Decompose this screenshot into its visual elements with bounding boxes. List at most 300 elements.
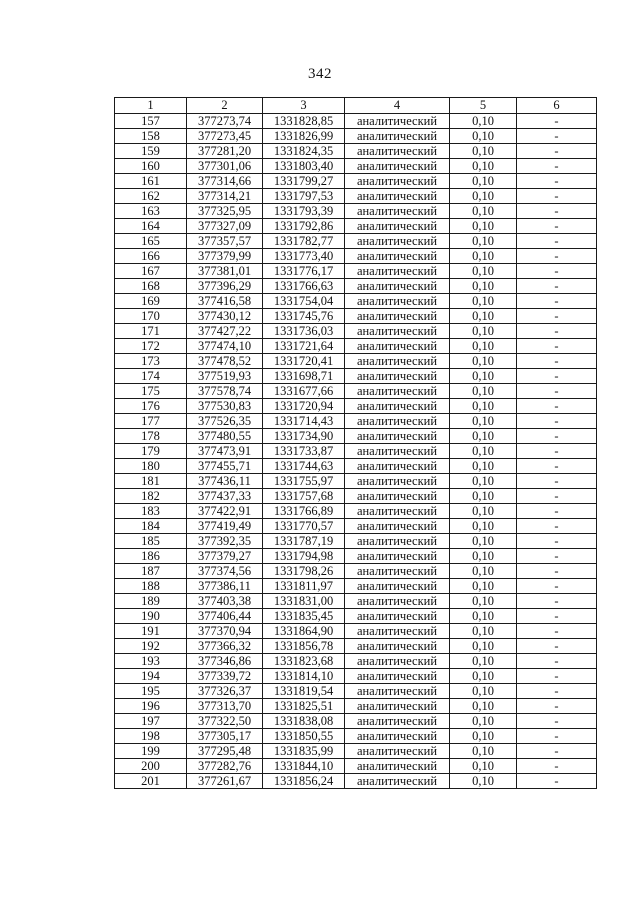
accuracy-cell: 0,10 [450, 339, 517, 354]
point-number-cell: 201 [115, 774, 187, 789]
x-coordinate-cell: 377305,17 [187, 729, 263, 744]
coordinates-table [114, 97, 597, 789]
table-row [115, 204, 597, 219]
point-number-cell: 159 [115, 144, 187, 159]
x-coordinate-cell: 377281,20 [187, 144, 263, 159]
x-coordinate-cell: 377478,52 [187, 354, 263, 369]
note-cell: - [517, 279, 597, 294]
method-cell: аналитический [345, 279, 450, 294]
x-coordinate-cell: 377346,86 [187, 654, 263, 669]
point-number-cell: 187 [115, 564, 187, 579]
method-cell: аналитический [345, 504, 450, 519]
x-coordinate-cell: 377322,50 [187, 714, 263, 729]
method-cell: аналитический [345, 729, 450, 744]
table-row [115, 444, 597, 459]
y-coordinate-cell: 1331698,71 [263, 369, 345, 384]
method-cell: аналитический [345, 669, 450, 684]
note-cell: - [517, 249, 597, 264]
note-cell: - [517, 159, 597, 174]
x-coordinate-cell: 377273,74 [187, 114, 263, 129]
note-cell: - [517, 624, 597, 639]
y-coordinate-cell: 1331828,85 [263, 114, 345, 129]
point-number-cell: 196 [115, 699, 187, 714]
y-coordinate-cell: 1331819,54 [263, 684, 345, 699]
y-coordinate-cell: 1331720,41 [263, 354, 345, 369]
table-row [115, 354, 597, 369]
y-coordinate-cell: 1331856,24 [263, 774, 345, 789]
table-row [115, 534, 597, 549]
note-cell: - [517, 219, 597, 234]
accuracy-cell: 0,10 [450, 114, 517, 129]
accuracy-cell: 0,10 [450, 564, 517, 579]
x-coordinate-cell: 377273,45 [187, 129, 263, 144]
x-coordinate-cell: 377261,67 [187, 774, 263, 789]
table-row [115, 339, 597, 354]
point-number-cell: 158 [115, 129, 187, 144]
y-coordinate-cell: 1331835,99 [263, 744, 345, 759]
point-number-cell: 193 [115, 654, 187, 669]
method-cell: аналитический [345, 144, 450, 159]
table-row [115, 324, 597, 339]
method-cell: аналитический [345, 234, 450, 249]
accuracy-cell: 0,10 [450, 489, 517, 504]
method-cell: аналитический [345, 714, 450, 729]
accuracy-cell: 0,10 [450, 654, 517, 669]
method-cell: аналитический [345, 609, 450, 624]
accuracy-cell: 0,10 [450, 159, 517, 174]
note-cell: - [517, 114, 597, 129]
accuracy-cell: 0,10 [450, 624, 517, 639]
y-coordinate-cell: 1331736,03 [263, 324, 345, 339]
y-coordinate-cell: 1331798,26 [263, 564, 345, 579]
method-cell: аналитический [345, 744, 450, 759]
accuracy-cell: 0,10 [450, 774, 517, 789]
accuracy-cell: 0,10 [450, 174, 517, 189]
table-row [115, 384, 597, 399]
table-row [115, 669, 597, 684]
table-row [115, 624, 597, 639]
y-coordinate-cell: 1331677,66 [263, 384, 345, 399]
x-coordinate-cell: 377301,06 [187, 159, 263, 174]
accuracy-cell: 0,10 [450, 729, 517, 744]
point-number-cell: 181 [115, 474, 187, 489]
method-cell: аналитический [345, 114, 450, 129]
table-row [115, 144, 597, 159]
method-cell: аналитический [345, 429, 450, 444]
y-coordinate-cell: 1331734,90 [263, 429, 345, 444]
accuracy-cell: 0,10 [450, 534, 517, 549]
method-cell: аналитический [345, 219, 450, 234]
note-cell: - [517, 264, 597, 279]
point-number-cell: 169 [115, 294, 187, 309]
header-cell: 4 [345, 98, 450, 114]
method-cell: аналитический [345, 594, 450, 609]
y-coordinate-cell: 1331745,76 [263, 309, 345, 324]
point-number-cell: 191 [115, 624, 187, 639]
table-row [115, 489, 597, 504]
y-coordinate-cell: 1331792,86 [263, 219, 345, 234]
y-coordinate-cell: 1331733,87 [263, 444, 345, 459]
method-cell: аналитический [345, 324, 450, 339]
note-cell: - [517, 759, 597, 774]
y-coordinate-cell: 1331773,40 [263, 249, 345, 264]
y-coordinate-cell: 1331720,94 [263, 399, 345, 414]
method-cell: аналитический [345, 579, 450, 594]
table-row [115, 429, 597, 444]
method-cell: аналитический [345, 129, 450, 144]
method-cell: аналитический [345, 474, 450, 489]
x-coordinate-cell: 377416,58 [187, 294, 263, 309]
x-coordinate-cell: 377578,74 [187, 384, 263, 399]
point-number-cell: 176 [115, 399, 187, 414]
accuracy-cell: 0,10 [450, 279, 517, 294]
y-coordinate-cell: 1331744,63 [263, 459, 345, 474]
accuracy-cell: 0,10 [450, 594, 517, 609]
method-cell: аналитический [345, 699, 450, 714]
note-cell: - [517, 369, 597, 384]
point-number-cell: 184 [115, 519, 187, 534]
header-cell: 2 [187, 98, 263, 114]
note-cell: - [517, 504, 597, 519]
y-coordinate-cell: 1331776,17 [263, 264, 345, 279]
accuracy-cell: 0,10 [450, 384, 517, 399]
table-row [115, 699, 597, 714]
note-cell: - [517, 579, 597, 594]
y-coordinate-cell: 1331782,77 [263, 234, 345, 249]
method-cell: аналитический [345, 309, 450, 324]
note-cell: - [517, 189, 597, 204]
note-cell: - [517, 489, 597, 504]
table-row [115, 639, 597, 654]
method-cell: аналитический [345, 354, 450, 369]
header-cell: 6 [517, 98, 597, 114]
y-coordinate-cell: 1331793,39 [263, 204, 345, 219]
note-cell: - [517, 519, 597, 534]
point-number-cell: 178 [115, 429, 187, 444]
x-coordinate-cell: 377374,56 [187, 564, 263, 579]
table-row [115, 234, 597, 249]
x-coordinate-cell: 377473,91 [187, 444, 263, 459]
method-cell: аналитический [345, 624, 450, 639]
accuracy-cell: 0,10 [450, 759, 517, 774]
x-coordinate-cell: 377437,33 [187, 489, 263, 504]
table-row [115, 474, 597, 489]
point-number-cell: 185 [115, 534, 187, 549]
x-coordinate-cell: 377430,12 [187, 309, 263, 324]
accuracy-cell: 0,10 [450, 204, 517, 219]
table-row [115, 369, 597, 384]
method-cell: аналитический [345, 549, 450, 564]
method-cell: аналитический [345, 444, 450, 459]
table-row [115, 414, 597, 429]
accuracy-cell: 0,10 [450, 519, 517, 534]
table-row [115, 294, 597, 309]
x-coordinate-cell: 377403,38 [187, 594, 263, 609]
x-coordinate-cell: 377314,21 [187, 189, 263, 204]
point-number-cell: 198 [115, 729, 187, 744]
table-row [115, 279, 597, 294]
note-cell: - [517, 174, 597, 189]
accuracy-cell: 0,10 [450, 669, 517, 684]
table-row [115, 459, 597, 474]
table-body [115, 98, 597, 789]
point-number-cell: 180 [115, 459, 187, 474]
x-coordinate-cell: 377396,29 [187, 279, 263, 294]
note-cell: - [517, 744, 597, 759]
point-number-cell: 175 [115, 384, 187, 399]
table-row [115, 609, 597, 624]
accuracy-cell: 0,10 [450, 699, 517, 714]
note-cell: - [517, 714, 597, 729]
accuracy-cell: 0,10 [450, 504, 517, 519]
y-coordinate-cell: 1331766,63 [263, 279, 345, 294]
accuracy-cell: 0,10 [450, 639, 517, 654]
y-coordinate-cell: 1331721,64 [263, 339, 345, 354]
y-coordinate-cell: 1331757,68 [263, 489, 345, 504]
x-coordinate-cell: 377480,55 [187, 429, 263, 444]
note-cell: - [517, 474, 597, 489]
y-coordinate-cell: 1331755,97 [263, 474, 345, 489]
note-cell: - [517, 384, 597, 399]
x-coordinate-cell: 377357,57 [187, 234, 263, 249]
note-cell: - [517, 594, 597, 609]
note-cell: - [517, 639, 597, 654]
point-number-cell: 160 [115, 159, 187, 174]
accuracy-cell: 0,10 [450, 264, 517, 279]
point-number-cell: 197 [115, 714, 187, 729]
table-row [115, 729, 597, 744]
point-number-cell: 190 [115, 609, 187, 624]
point-number-cell: 200 [115, 759, 187, 774]
accuracy-cell: 0,10 [450, 369, 517, 384]
note-cell: - [517, 414, 597, 429]
point-number-cell: 173 [115, 354, 187, 369]
x-coordinate-cell: 377339,72 [187, 669, 263, 684]
y-coordinate-cell: 1331844,10 [263, 759, 345, 774]
method-cell: аналитический [345, 159, 450, 174]
table-row [115, 744, 597, 759]
note-cell: - [517, 144, 597, 159]
x-coordinate-cell: 377325,95 [187, 204, 263, 219]
table-row [115, 519, 597, 534]
accuracy-cell: 0,10 [450, 234, 517, 249]
y-coordinate-cell: 1331797,53 [263, 189, 345, 204]
accuracy-cell: 0,10 [450, 744, 517, 759]
table-row [115, 759, 597, 774]
point-number-cell: 167 [115, 264, 187, 279]
note-cell: - [517, 429, 597, 444]
y-coordinate-cell: 1331823,68 [263, 654, 345, 669]
point-number-cell: 194 [115, 669, 187, 684]
note-cell: - [517, 234, 597, 249]
note-cell: - [517, 669, 597, 684]
point-number-cell: 157 [115, 114, 187, 129]
table-row [115, 399, 597, 414]
method-cell: аналитический [345, 264, 450, 279]
accuracy-cell: 0,10 [450, 189, 517, 204]
y-coordinate-cell: 1331799,27 [263, 174, 345, 189]
x-coordinate-cell: 377455,71 [187, 459, 263, 474]
point-number-cell: 165 [115, 234, 187, 249]
point-number-cell: 188 [115, 579, 187, 594]
note-cell: - [517, 309, 597, 324]
y-coordinate-cell: 1331825,51 [263, 699, 345, 714]
method-cell: аналитический [345, 369, 450, 384]
table-row [115, 504, 597, 519]
x-coordinate-cell: 377392,35 [187, 534, 263, 549]
y-coordinate-cell: 1331787,19 [263, 534, 345, 549]
x-coordinate-cell: 377474,10 [187, 339, 263, 354]
accuracy-cell: 0,10 [450, 354, 517, 369]
x-coordinate-cell: 377313,70 [187, 699, 263, 714]
y-coordinate-cell: 1331811,97 [263, 579, 345, 594]
y-coordinate-cell: 1331850,55 [263, 729, 345, 744]
header-cell: 3 [263, 98, 345, 114]
header-cell: 1 [115, 98, 187, 114]
y-coordinate-cell: 1331754,04 [263, 294, 345, 309]
x-coordinate-cell: 377379,27 [187, 549, 263, 564]
accuracy-cell: 0,10 [450, 609, 517, 624]
y-coordinate-cell: 1331856,78 [263, 639, 345, 654]
accuracy-cell: 0,10 [450, 579, 517, 594]
method-cell: аналитический [345, 204, 450, 219]
method-cell: аналитический [345, 459, 450, 474]
accuracy-cell: 0,10 [450, 684, 517, 699]
table-row [115, 189, 597, 204]
x-coordinate-cell: 377427,22 [187, 324, 263, 339]
note-cell: - [517, 684, 597, 699]
y-coordinate-cell: 1331794,98 [263, 549, 345, 564]
table-row [115, 774, 597, 789]
table-row [115, 654, 597, 669]
point-number-cell: 182 [115, 489, 187, 504]
y-coordinate-cell: 1331766,89 [263, 504, 345, 519]
note-cell: - [517, 294, 597, 309]
note-cell: - [517, 564, 597, 579]
note-cell: - [517, 324, 597, 339]
method-cell: аналитический [345, 489, 450, 504]
x-coordinate-cell: 377419,49 [187, 519, 263, 534]
x-coordinate-cell: 377436,11 [187, 474, 263, 489]
point-number-cell: 170 [115, 309, 187, 324]
accuracy-cell: 0,10 [450, 414, 517, 429]
method-cell: аналитический [345, 639, 450, 654]
table-header-row [115, 98, 597, 114]
note-cell: - [517, 609, 597, 624]
method-cell: аналитический [345, 534, 450, 549]
y-coordinate-cell: 1331864,90 [263, 624, 345, 639]
table-row [115, 159, 597, 174]
accuracy-cell: 0,10 [450, 459, 517, 474]
x-coordinate-cell: 377422,91 [187, 504, 263, 519]
point-number-cell: 166 [115, 249, 187, 264]
accuracy-cell: 0,10 [450, 219, 517, 234]
point-number-cell: 177 [115, 414, 187, 429]
note-cell: - [517, 729, 597, 744]
method-cell: аналитический [345, 519, 450, 534]
table-row [115, 174, 597, 189]
y-coordinate-cell: 1331814,10 [263, 669, 345, 684]
point-number-cell: 164 [115, 219, 187, 234]
table-row [115, 219, 597, 234]
table-row [115, 714, 597, 729]
accuracy-cell: 0,10 [450, 714, 517, 729]
note-cell: - [517, 339, 597, 354]
table-row [115, 264, 597, 279]
table-row [115, 684, 597, 699]
x-coordinate-cell: 377381,01 [187, 264, 263, 279]
point-number-cell: 179 [115, 444, 187, 459]
accuracy-cell: 0,10 [450, 129, 517, 144]
point-number-cell: 189 [115, 594, 187, 609]
method-cell: аналитический [345, 414, 450, 429]
method-cell: аналитический [345, 174, 450, 189]
accuracy-cell: 0,10 [450, 249, 517, 264]
x-coordinate-cell: 377519,93 [187, 369, 263, 384]
method-cell: аналитический [345, 654, 450, 669]
x-coordinate-cell: 377295,48 [187, 744, 263, 759]
accuracy-cell: 0,10 [450, 444, 517, 459]
method-cell: аналитический [345, 399, 450, 414]
y-coordinate-cell: 1331831,00 [263, 594, 345, 609]
x-coordinate-cell: 377366,32 [187, 639, 263, 654]
point-number-cell: 174 [115, 369, 187, 384]
point-number-cell: 192 [115, 639, 187, 654]
note-cell: - [517, 774, 597, 789]
y-coordinate-cell: 1331826,99 [263, 129, 345, 144]
method-cell: аналитический [345, 759, 450, 774]
note-cell: - [517, 699, 597, 714]
x-coordinate-cell: 377282,76 [187, 759, 263, 774]
y-coordinate-cell: 1331714,43 [263, 414, 345, 429]
method-cell: аналитический [345, 384, 450, 399]
y-coordinate-cell: 1331770,57 [263, 519, 345, 534]
point-number-cell: 171 [115, 324, 187, 339]
page-number: 342 [308, 66, 332, 82]
method-cell: аналитический [345, 684, 450, 699]
x-coordinate-cell: 377370,94 [187, 624, 263, 639]
note-cell: - [517, 399, 597, 414]
table-row [115, 594, 597, 609]
y-coordinate-cell: 1331824,35 [263, 144, 345, 159]
x-coordinate-cell: 377526,35 [187, 414, 263, 429]
point-number-cell: 161 [115, 174, 187, 189]
method-cell: аналитический [345, 189, 450, 204]
point-number-cell: 172 [115, 339, 187, 354]
accuracy-cell: 0,10 [450, 399, 517, 414]
table-row [115, 579, 597, 594]
table-row [115, 564, 597, 579]
header-cell: 5 [450, 98, 517, 114]
point-number-cell: 199 [115, 744, 187, 759]
accuracy-cell: 0,10 [450, 429, 517, 444]
point-number-cell: 162 [115, 189, 187, 204]
table-row [115, 129, 597, 144]
x-coordinate-cell: 377314,66 [187, 174, 263, 189]
point-number-cell: 195 [115, 684, 187, 699]
accuracy-cell: 0,10 [450, 294, 517, 309]
note-cell: - [517, 444, 597, 459]
note-cell: - [517, 459, 597, 474]
table-row [115, 249, 597, 264]
table-row [115, 114, 597, 129]
table-row [115, 309, 597, 324]
note-cell: - [517, 129, 597, 144]
x-coordinate-cell: 377326,37 [187, 684, 263, 699]
table-row [115, 549, 597, 564]
method-cell: аналитический [345, 339, 450, 354]
x-coordinate-cell: 377327,09 [187, 219, 263, 234]
